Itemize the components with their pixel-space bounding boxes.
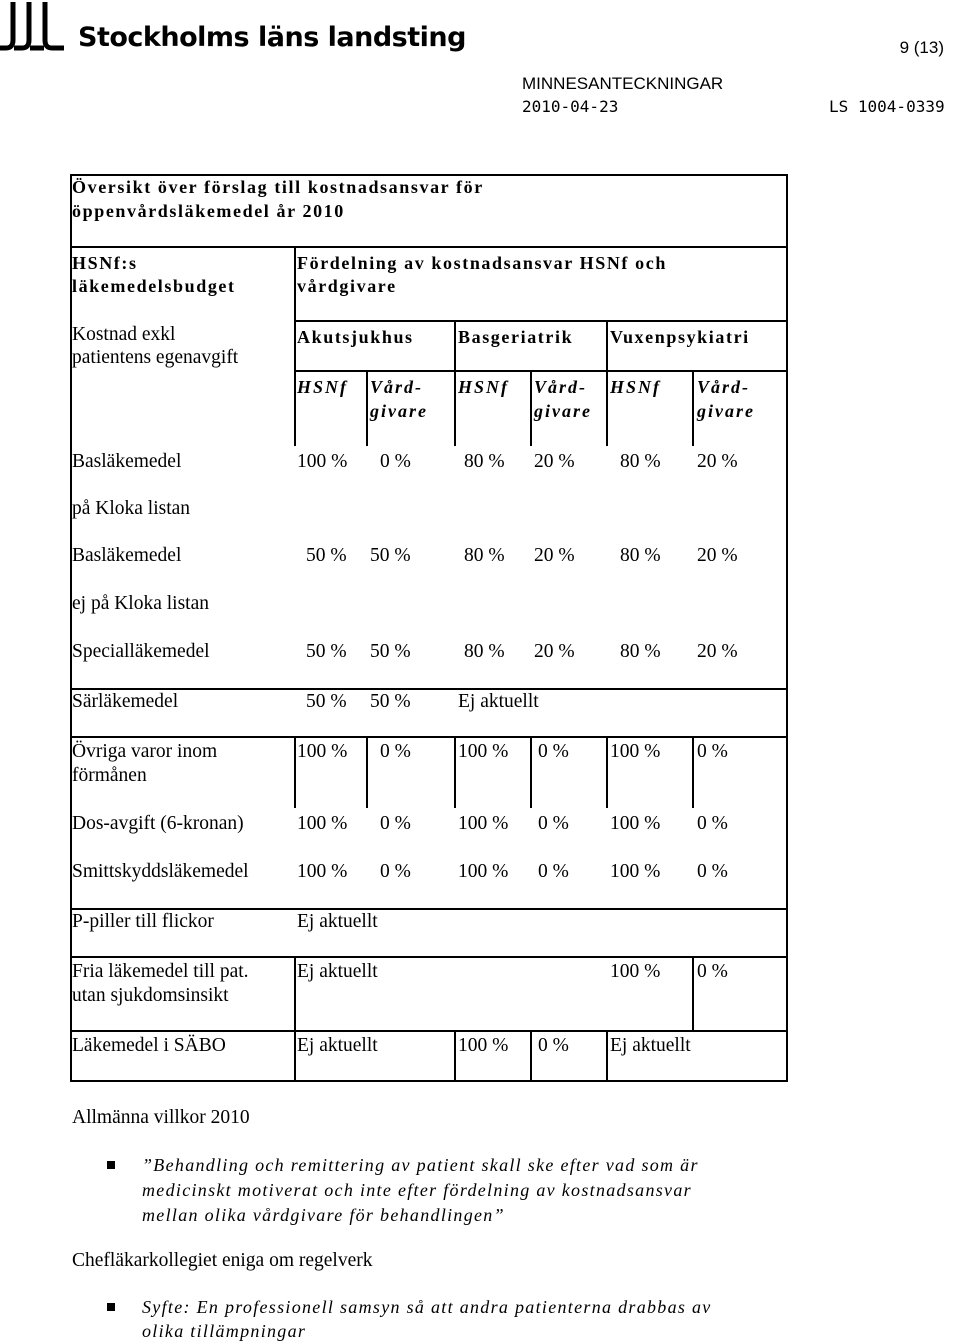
cost-label: patientens egenavgift — [72, 347, 239, 368]
doc-reference: LS 1004-0339 — [829, 97, 945, 116]
sll-logo-icon — [0, 0, 70, 56]
table-rule — [366, 370, 368, 446]
group-akutsjukhus: Akutsjukhus — [297, 327, 414, 347]
table-rule — [530, 370, 532, 446]
table-rule — [366, 736, 368, 808]
table-cell: 100 % — [458, 813, 509, 834]
table-rule — [70, 956, 788, 958]
org-name: Stockholms läns landsting — [78, 22, 466, 53]
row-label: Specialläkemedel — [72, 641, 210, 662]
table-cell: 20 % — [697, 641, 738, 662]
table-cell: 100 % — [610, 813, 661, 834]
table-cell: 50 % — [306, 545, 347, 566]
table-rule — [454, 320, 456, 446]
table-cell: 20 % — [697, 545, 738, 566]
table-cell: 100 % — [458, 741, 509, 762]
table-cell: 80 % — [464, 451, 505, 472]
table-cell: 100 % — [610, 861, 661, 882]
table-cell: 50 % — [306, 691, 347, 712]
table-title: Översikt över förslag till kostnadsansvar för — [72, 177, 484, 197]
table-cell: 20 % — [534, 545, 575, 566]
table-rule — [606, 736, 608, 808]
row-label: utan sjukdomsinsikt — [72, 985, 229, 1006]
table-cell: 0 % — [380, 741, 411, 762]
condition-text: mellan olika vårdgivare för behandlingen” — [142, 1205, 505, 1225]
table-cell: 0 % — [697, 741, 728, 762]
table-cell: Ej aktuellt — [297, 961, 378, 982]
table-cell: 100 % — [610, 961, 661, 982]
row-label: Dos-avgift (6-kronan) — [72, 813, 244, 834]
table-rule — [70, 1030, 788, 1032]
row-label: ej på Kloka listan — [72, 593, 210, 614]
purpose-text: olika tillämpningar — [142, 1321, 307, 1341]
table-cell: 100 % — [458, 1035, 509, 1056]
table-rule — [530, 736, 532, 808]
group-basgeriatrik: Basgeriatrik — [458, 327, 574, 347]
table-cell: 80 % — [464, 641, 505, 662]
table-cell: 50 % — [306, 641, 347, 662]
table-cell: 80 % — [620, 451, 661, 472]
row-label: Fria läkemedel till pat. — [72, 961, 249, 982]
table-cell: 100 % — [458, 861, 509, 882]
table-cell: 0 % — [697, 961, 728, 982]
table-cell: 100 % — [297, 813, 348, 834]
table-cell: 50 % — [370, 641, 411, 662]
table-cell: 20 % — [534, 451, 575, 472]
table-rule — [692, 736, 694, 808]
row-label: P-piller till flickor — [72, 911, 214, 932]
table-rule — [530, 1030, 532, 1082]
sub-vardgivare: Vård- — [370, 377, 424, 397]
table-cell: 0 % — [380, 813, 411, 834]
chief-heading: Chefläkarkollegiet eniga om regelverk — [72, 1250, 373, 1271]
table-rule — [70, 736, 788, 738]
table-cell: 80 % — [620, 641, 661, 662]
table-cell: Ej aktuellt — [610, 1035, 691, 1056]
table-rule — [294, 320, 788, 322]
table-cell: 0 % — [538, 741, 569, 762]
table-rule — [606, 1030, 608, 1082]
table-cell: 20 % — [697, 451, 738, 472]
table-rule — [294, 956, 296, 1082]
table-rule — [70, 174, 72, 1082]
bullet-icon — [107, 1161, 115, 1169]
column-header-budget: läkemedelsbudget — [72, 276, 236, 296]
sub-hsnf: HSNf — [458, 377, 510, 397]
table-cell: 80 % — [620, 545, 661, 566]
table-cell: 100 % — [610, 741, 661, 762]
sub-vardgivare: givare — [697, 401, 755, 421]
table-cell: 50 % — [370, 691, 411, 712]
table-cell: Ej aktuellt — [458, 691, 539, 712]
table-title: öppenvårdsläkemedel år 2010 — [72, 201, 345, 221]
table-cell: 0 % — [538, 861, 569, 882]
row-label: Övriga varor inom — [72, 741, 218, 762]
sub-hsnf: HSNf — [297, 377, 349, 397]
sub-vardgivare: givare — [534, 401, 592, 421]
table-rule — [70, 1080, 788, 1082]
sub-hsnf: HSNf — [610, 377, 662, 397]
table-cell: 0 % — [697, 861, 728, 882]
general-conditions-heading: Allmänna villkor 2010 — [72, 1107, 250, 1128]
table-cell: 50 % — [370, 545, 411, 566]
cost-label: Kostnad exkl — [72, 324, 176, 345]
table-rule — [786, 174, 788, 1082]
table-cell: 100 % — [297, 451, 348, 472]
table-rule — [692, 956, 694, 1030]
column-header-budget: HSNf:s — [72, 253, 138, 273]
table-cell: 0 % — [380, 451, 411, 472]
sub-vardgivare: Vård- — [534, 377, 588, 397]
sub-vardgivare: Vård- — [697, 377, 751, 397]
table-cell: 20 % — [534, 641, 575, 662]
table-rule — [294, 246, 296, 446]
table-cell: 100 % — [297, 861, 348, 882]
table-cell: 0 % — [697, 813, 728, 834]
table-cell: 0 % — [538, 1035, 569, 1056]
table-rule — [294, 736, 296, 808]
row-label: Basläkemedel — [72, 451, 182, 472]
column-header-distribution: vårdgivare — [297, 276, 397, 296]
table-rule — [70, 246, 788, 248]
doc-date: 2010-04-23 — [522, 97, 619, 116]
table-cell: Ej aktuellt — [297, 911, 378, 932]
row-label: Smittskyddsläkemedel — [72, 861, 249, 882]
page-number: 9 (13) — [899, 38, 944, 57]
doc-type: MINNESANTECKNINGAR — [522, 74, 724, 93]
table-rule — [692, 370, 694, 446]
table-cell: 0 % — [380, 861, 411, 882]
table-cell: Ej aktuellt — [297, 1035, 378, 1056]
table-rule — [454, 736, 456, 808]
table-rule — [606, 320, 608, 446]
group-vuxenpsykiatri: Vuxenpsykiatri — [610, 327, 750, 347]
table-rule — [70, 174, 788, 176]
table-cell: 0 % — [538, 813, 569, 834]
table-rule — [454, 1030, 456, 1082]
row-label: Basläkemedel — [72, 545, 182, 566]
row-label: Läkemedel i SÄBO — [72, 1035, 226, 1056]
condition-text: medicinskt motiverat och inte efter fördelning av kostnadsansvar — [142, 1180, 692, 1200]
row-label: på Kloka listan — [72, 498, 191, 519]
row-label: förmånen — [72, 765, 147, 786]
table-cell: 80 % — [464, 545, 505, 566]
condition-text: ”Behandling och remittering av patient skall ske efter vad som är — [142, 1155, 699, 1175]
row-label: Särläkemedel — [72, 691, 179, 712]
bullet-icon — [107, 1303, 115, 1311]
table-cell: 100 % — [297, 741, 348, 762]
column-header-distribution: Fördelning av kostnadsansvar HSNf och — [297, 253, 667, 273]
purpose-text: Syfte: En professionell samsyn så att andra patienterna drabbas av — [142, 1297, 712, 1317]
table-rule — [294, 370, 788, 372]
sub-vardgivare: givare — [370, 401, 428, 421]
